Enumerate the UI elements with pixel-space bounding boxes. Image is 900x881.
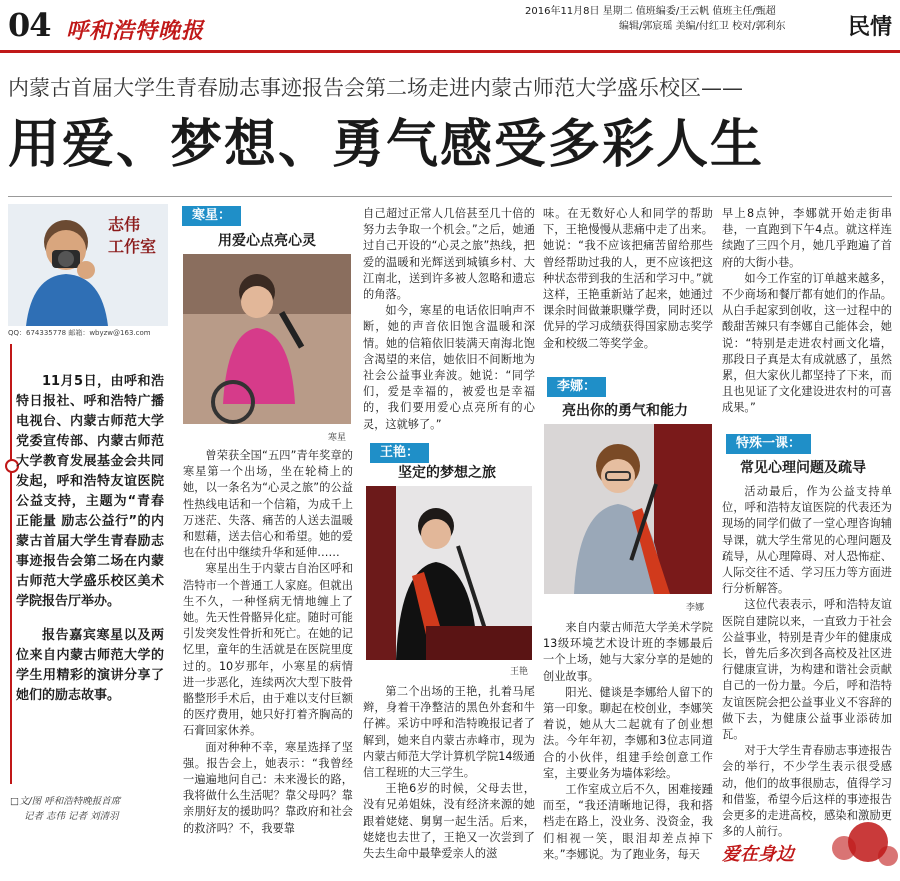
body-wangyan: [363, 684, 535, 866]
body-lina-continued: [722, 206, 892, 428]
paragraph: 王艳6岁的时候，父母去世，没有兄弟姐妹，没有经济来源的她跟着姥姥、舅舅一起生活。后来，姥姥也去世了，王艳又一次尝到了失去生命中最挚爱亲人的滋: [363, 782, 535, 861]
left-column: [8, 204, 168, 844]
section-title: 民情: [847, 15, 892, 40]
issue-meta: [525, 4, 785, 34]
lead-paragraph-1: 11月5日，由呼和浩特日报社、呼和浩特广播电视台、内蒙古师范大学党委宣传部、内蒙古师范大学教育发展基金会共同发起，呼和浩特友谊医院公益支持，主题为“青春正能量 励志公益行”的内蒙古首届大学生青春励志事迹报告会第二场在内蒙古师范大学盛乐校区美术学院报告厅举办。: [16, 374, 164, 609]
studio-name: [108, 214, 156, 258]
paragraph: 来自内蒙古师范大学美术学院13级环境艺术设计班的李娜最后一个上场，她与大家分享的是她的创业故事。: [543, 621, 713, 683]
paragraph: 这位代表表示，呼和浩特友谊医院自建院以来，一直致力于社会公益事业，特别是青少年的健康成长，曾先后多次到各高校及社区进行健康宣讲，为构建和谐社会贡献自己的一份力量。今后，呼和浩特友谊医院会把公益事业义不容辞的做下去，为健康公益事业添砖加瓦。: [722, 598, 892, 742]
newspaper-logo: 呼和浩特晚报: [66, 18, 205, 44]
speaker-photo-hanxing: [183, 254, 351, 424]
paragraph: 如今，寒星的电话依旧响声不断，她的声音依旧饱含温暖和深情。她的信箱依旧装满天南海北饱含渴望的来信，她依旧不间断地为社会公益事业奔波。她说：“同学们，爱是幸福的，被爱也是幸福的，我们要用爱心点亮所有的心灵，这就够了。”: [363, 304, 535, 431]
byline: [10, 794, 168, 824]
photo-lina: [544, 424, 712, 594]
caption-hanxing: 寒星: [328, 433, 347, 443]
body-psych: [722, 484, 892, 839]
meta-line-1: 2016年11月8日 星期二 值班编委/王云帆 值班主任/甄超: [525, 6, 776, 17]
footer-slogan: 爱在身边: [722, 844, 794, 865]
page-number: 04: [8, 6, 51, 44]
studio-name-line-1: 志伟: [108, 215, 141, 234]
body-wangyan-continued: [543, 206, 713, 372]
paragraph: 面对种种不幸，寒星选择了坚强。报告会上，她表示：“我曾经一遍遍地问自己：未来漫长的路，我将做什么生活呢？靠父母吗？靠亲朋好友的援助吗？靠政府和社会的救济吗？不，我要靠: [183, 740, 353, 835]
studio-name-line-2: 工作室: [108, 237, 157, 256]
body-hanxing: [183, 448, 353, 843]
lead-accent-line: [10, 344, 12, 784]
section-tag-hanxing: 寒星：: [182, 206, 241, 226]
subhead-hanxing: 用爱心点亮心灵: [218, 233, 316, 249]
subhead-lina: 亮出你的勇气和能力: [562, 403, 688, 419]
subhead-psych: 常见心理问题及疏导: [740, 460, 866, 476]
speaker-photo-lina: [544, 424, 712, 594]
photo-wangyan: [366, 486, 532, 660]
paragraph: 对于大学生青春励志事迹报告会的举行，不少学生表示很受感动，他们的故事很励志，值得学习和借鉴，希望今后这样的事迹报告会更多的走进高校，感染和激励更多的人前行。: [722, 744, 892, 839]
body-hanxing-continued: [363, 206, 535, 464]
paragraph: 工作室成立后不久，困难接踵而至，“我还清晰地记得，我和搭档走在路上，没业务、没资金，我们相视一笑，眼泪却差点掉下来。”李娜说。为了跑业务，每天: [543, 783, 713, 861]
byline-line-2: 记者 志伟 记者 刘清羽: [24, 811, 119, 822]
subhead-wangyan: 坚定的梦想之旅: [398, 465, 496, 481]
lead-paragraphs: [16, 372, 164, 706]
paragraph: 如今工作室的订单越来越多，不少商场和餐厅都有她们的作品。从白手起家到创收，这一过程中的酸甜苦辣只有李娜自己能体会，她说：“特别是走进农村画文化墙，那段日子真是太有成就感了，虽然累，但大家伙儿都坚持了下来，而且也见证了文化建设进农村的可喜成果。”: [722, 271, 892, 415]
byline-line-1: □文/图 呼和浩特晚报首席: [10, 796, 121, 807]
section-tag-wangyan: 王艳：: [370, 443, 429, 463]
meta-line-2: 编辑/郭宸瑶 美编/付红卫 校对/郭利东: [619, 21, 786, 32]
paragraph: 曾荣获全国“五四”青年奖章的寒星第一个出场，坐在轮椅上的她，以一条名为“心灵之旅”的公益性热线电话和一个信箱，为成千上万迷茫、失落、痛苦的人送去温暖和慰藉，送去信心和希望。她的爱也在付出中继续升华和延伸……: [183, 449, 353, 560]
studio-contact: QQ：674335778 邮箱：wbyzw@163.com: [8, 329, 151, 337]
paragraph: 味。在无数好心人和同学的帮助下，王艳慢慢从悲痛中走了出来。她说：“我不应该把痛苦留给那些曾经帮助过我的人，更不应该把这种状态带到我的生活和学习中。”就这样，王艳重新站了起来，她通过课余时间做兼职赚学费，同时还以优异的学习成绩获得国家励志奖学金和校级二等奖学金。: [543, 207, 713, 350]
editor-photo: [8, 204, 168, 326]
speaker-photo-wangyan: [366, 486, 532, 660]
section-tag-lina: 李娜：: [547, 377, 606, 397]
headline-kicker: 内蒙古首届大学生青春励志事迹报告会第二场走进内蒙古师范大学盛乐校区——: [8, 76, 743, 100]
header-rule: [0, 50, 900, 53]
body-lina: [543, 620, 713, 866]
paragraph: 寒星出生于内蒙古自治区呼和浩特市一个普通工人家庭。但就出生不久，一种怪病无情地缠上了她。先天性骨骼异化症。随时可能引发突发性骨折和死亡。在她的记忆里，童年的生活就是在医院里度过的。10岁那年，小寒星的病情进一步恶化，连续两次大型下肢骨骼整形手术后，由于难以支付巨额的医疗费用，她只好打着齐胸高的石膏回家休养。: [183, 562, 353, 738]
headline-rule: [8, 196, 892, 197]
paragraph: 活动最后，作为公益支持单位，呼和浩特友谊医院的代表还为现场的同学们做了一堂心理咨询辅导课，就大学生常见的心理问题及疏导，从心理障碍、对人恐怖症、人际交往不适、学习压力等方面进行分析解答。: [722, 485, 892, 596]
paragraph: 早上8点钟，李娜就开始走街串巷，一直跑到下午4点。就这样连续跑了三四个月，她几乎跑遍了首府的大街小巷。: [722, 207, 892, 269]
main-headline: 用爱、梦想、勇气感受多彩人生: [8, 115, 765, 175]
paragraph: 阳光、健谈是李娜给人留下的第一印象。聊起在校创业，李娜笑着说，她从大二起就有了创业想法。今年年初，李娜和3位志同道合的小伙伴，组建手绘创意工作室，主要业务为墙体彩绘。: [543, 685, 713, 780]
caption-wangyan: 王艳: [510, 667, 529, 677]
photo-hanxing: [183, 254, 351, 424]
caption-lina: 李娜: [686, 603, 705, 613]
paragraph: 自己超过正常人几倍甚至几十倍的努力去争取一个机会。”之后，她通过自己开设的“心灵之旅”热线，把爱的温暖和光辉送到城镇乡村、大江南北，送到许多被人忽略和遗忘的角落。: [363, 207, 535, 302]
paragraph: 第二个出场的王艳，扎着马尾辫，身着干净整洁的黑色外套和牛仔裤。采访中呼和浩特晚报记者了解到，她来自内蒙古赤峰市，现为内蒙古师范大学计算机学院14级通信工程班的大三学生。: [363, 685, 535, 780]
lead-paragraph-2: 报告嘉宾寒星以及两位来自内蒙古师范大学的学生用精彩的演讲分享了她们的励志故事。: [16, 628, 164, 703]
section-tag-psych: 特殊一课：: [726, 434, 811, 454]
